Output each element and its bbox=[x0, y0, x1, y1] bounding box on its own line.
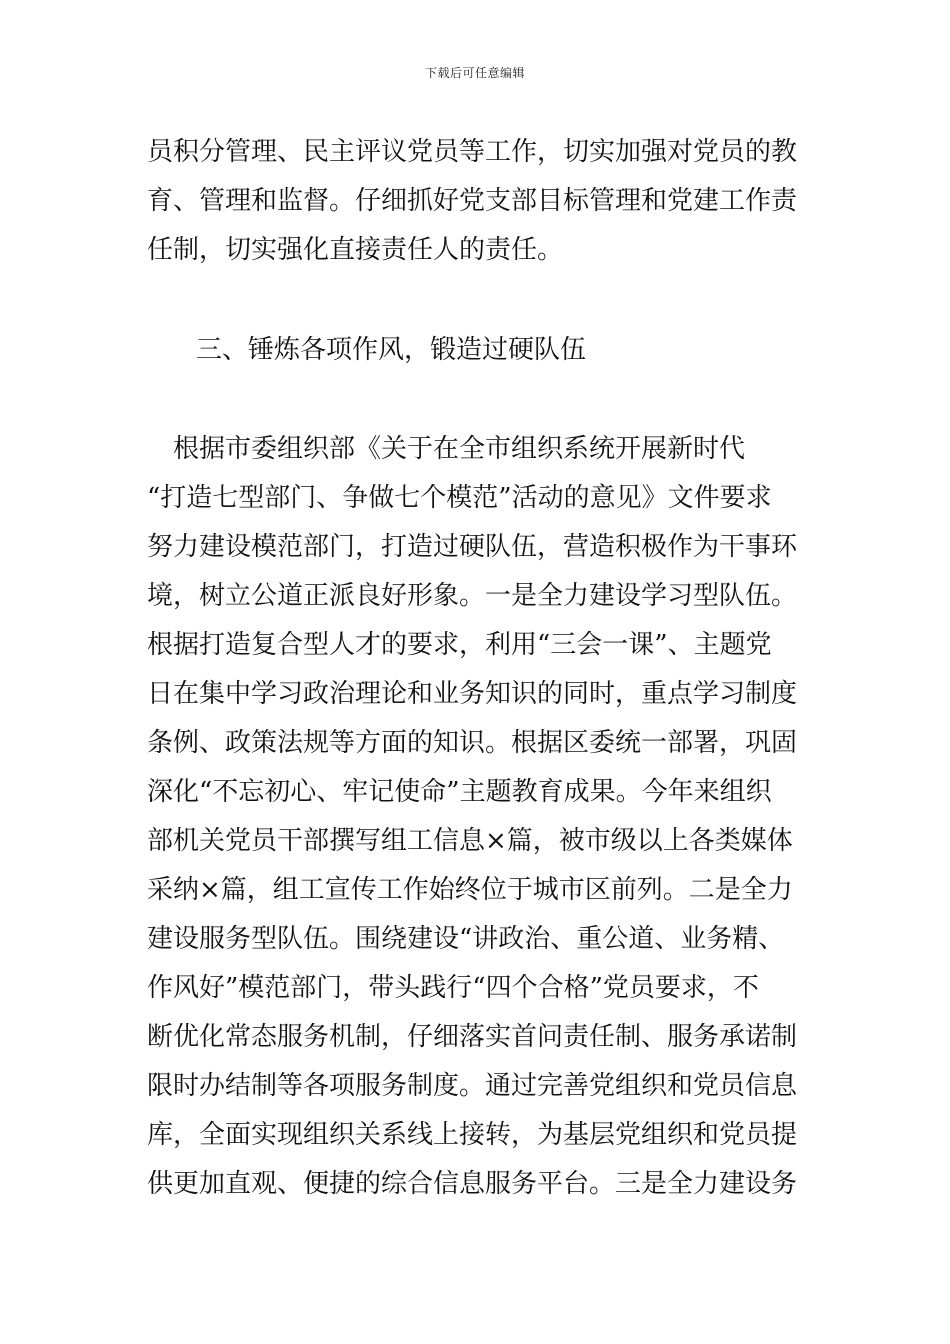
text-line: “打造七型部门、争做七个模范”活动的意见》文件要求 bbox=[147, 483, 772, 513]
section-heading bbox=[196, 326, 796, 375]
text-line: 库，全面实现组织关系线上接转，为基层党组织和党员提 bbox=[147, 1120, 798, 1150]
text-line: 育、管理和监督。仔细抓好党支部目标管理和党建工作责 bbox=[147, 186, 798, 216]
text-line: 根据打造复合型人才的要求，利用“三会一课”、主题党 bbox=[147, 630, 772, 660]
paragraph-continuation bbox=[147, 128, 807, 275]
text-line: 任制，切实强化直接责任人的责任。 bbox=[147, 235, 564, 265]
text-line: 深化“不忘初心、牢记使命”主题教育成果。今年来组织 bbox=[147, 777, 772, 807]
text-line: 员积分管理、民主评议党员等工作，切实加强对党员的教 bbox=[147, 137, 798, 167]
text-line: 采纳×篇，组工宣传工作始终位于城市区前列。二是全力 bbox=[147, 875, 793, 905]
text-line: 境，树立公道正派良好形象。一是全力建设学习型队伍。 bbox=[147, 581, 798, 611]
section-heading-text: 三、锤炼各项作风，锻造过硬队伍 bbox=[196, 335, 587, 365]
text-line: 日在集中学习政治理论和业务知识的同时，重点学习制度 bbox=[147, 679, 798, 709]
body-paragraph bbox=[147, 425, 807, 1209]
text-line: 条例、政策法规等方面的知识。根据区委统一部署，巩固 bbox=[147, 728, 798, 758]
text-line: 建设服务型队伍。围绕建设“讲政治、重公道、业务精、 bbox=[147, 924, 785, 954]
text-line: 限时办结制等各项服务制度。通过完善党组织和党员信息 bbox=[147, 1071, 798, 1101]
page-header: 下载后可任意编辑 bbox=[424, 66, 525, 80]
text-line: 作风好”模范部门，带头践行“四个合格”党员要求，不 bbox=[147, 973, 759, 1003]
text-line: 部机关党员干部撰写组工信息×篇，被市级以上各类媒体 bbox=[147, 826, 793, 856]
text-line: 努力建设模范部门，打造过硬队伍，营造积极作为干事环 bbox=[147, 532, 798, 562]
text-line: 供更加直观、便捷的综合信息服务平台。三是全力建设务 bbox=[147, 1169, 798, 1199]
text-line: 根据市委组织部《关于在全市组织系统开展新时代 bbox=[147, 434, 746, 464]
text-line: 断优化常态服务机制，仔细落实首问责任制、服务承诺制 bbox=[147, 1022, 798, 1052]
